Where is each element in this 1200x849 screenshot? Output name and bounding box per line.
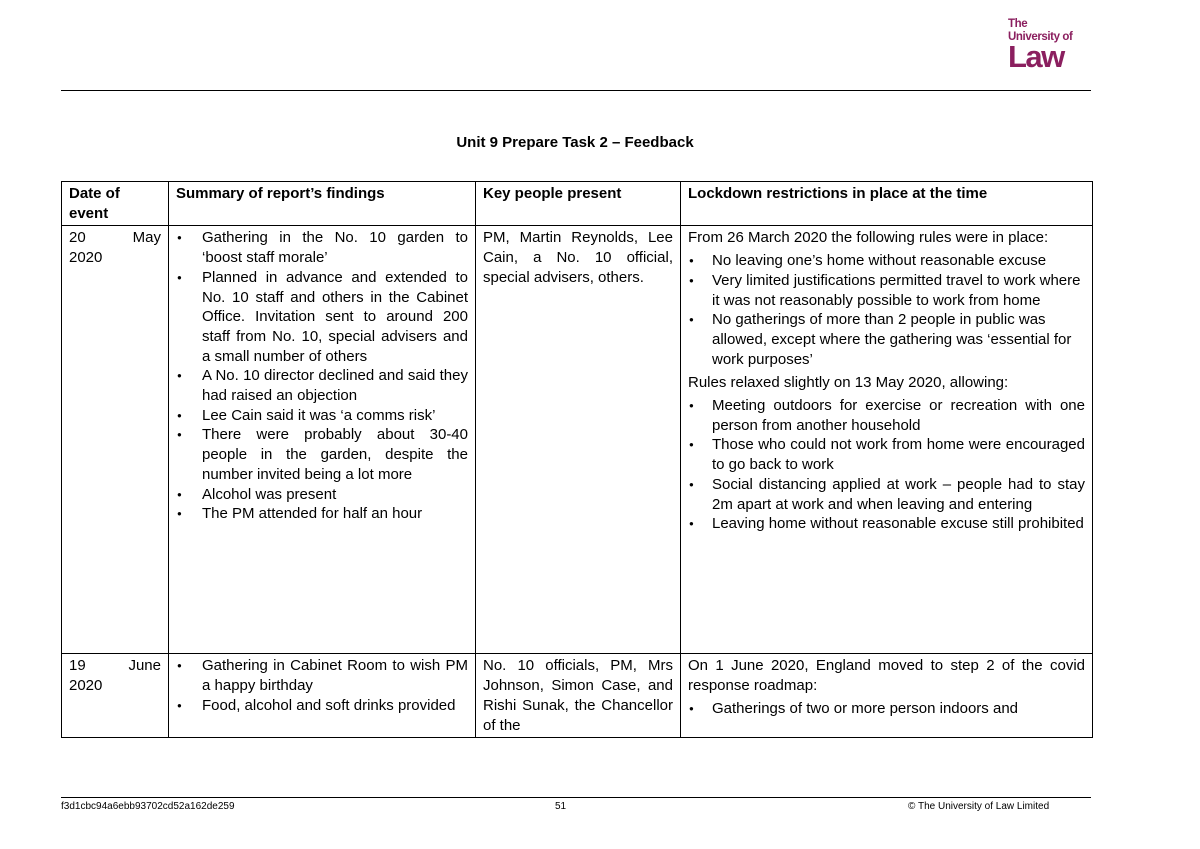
- table-header-row: [62, 182, 1093, 226]
- page-break-mask: [0, 747, 1200, 807]
- list-item: ● Social distancing applied at work – people had to stay 2m apart at work and when leaving and entering: [688, 475, 1085, 514]
- list-item: ● The PM attended for half an hour: [176, 504, 468, 524]
- footer-rule: [61, 797, 1091, 798]
- list-item: ● No gatherings of more than 2 people in public was allowed, except where the gathering was ‘essential for work purposes’: [688, 310, 1085, 369]
- header-findings: Summary of report’s findings: [169, 182, 476, 226]
- logo-line-1: The: [1008, 18, 1028, 30]
- people-cell: No. 10 officials, PM, Mrs Johnson, Simon Case, and Rishi Sunak, the Chancellor of the: [476, 654, 681, 738]
- list-item: ● Alcohol was present: [176, 485, 468, 505]
- page-title: Unit 9 Prepare Task 2 – Feedback: [456, 134, 694, 151]
- people-cell: PM, Martin Reynolds, Lee Cain, a No. 10 official, special advisers, others.: [476, 226, 681, 654]
- restrictions-intro: On 1 June 2020, England moved to step 2 of the covid response roadmap:: [688, 657, 1085, 695]
- header-people: Key people present: [476, 182, 681, 226]
- list-item: ● Very limited justifications permitted travel to work where it was not reasonably possible to work from home: [688, 271, 1085, 310]
- logo-line-3: Law: [1008, 39, 1064, 74]
- findings-list: [176, 656, 468, 715]
- page-number: 51: [555, 801, 567, 812]
- list-item: ● There were probably about 30-40 people in the garden, despite the number invited being a lot more: [176, 425, 468, 484]
- list-item: ● A No. 10 director declined and said they had raised an objection: [176, 366, 468, 405]
- header-restrictions: Lockdown restrictions in place at the time: [681, 182, 1093, 226]
- list-item: ● Food, alcohol and soft drinks provided: [176, 696, 468, 716]
- date-line: 20 May: [69, 229, 161, 247]
- restrictions-cell: [681, 226, 1093, 654]
- findings-cell: [169, 654, 476, 738]
- logo-line-2: University of: [1008, 30, 1073, 43]
- list-item: ● Leaving home without reasonable excuse still prohibited: [688, 514, 1085, 534]
- findings-list: [176, 228, 468, 524]
- university-logo: [1008, 18, 1088, 74]
- restrictions-list: [688, 699, 1085, 719]
- document-id: f3d1cbc94a6ebb93702cd52a162de259: [61, 801, 235, 812]
- list-item: ● Gatherings of two or more person indoors and: [688, 699, 1085, 719]
- restrictions-intro: From 26 March 2020 the following rules were in place:: [688, 229, 1049, 247]
- list-item: ● Gathering in Cabinet Room to wish PM a happy birthday: [176, 656, 468, 695]
- feedback-table: [61, 181, 1093, 738]
- list-item: ● Gathering in the No. 10 garden to ‘boost staff morale’: [176, 228, 468, 267]
- date-line: 19 June: [69, 657, 161, 675]
- list-item: ● Lee Cain said it was ‘a comms risk’: [176, 406, 468, 426]
- list-item: ● Meeting outdoors for exercise or recreation with one person from another household: [688, 396, 1085, 435]
- copyright: © The University of Law Limited: [908, 801, 1050, 812]
- list-item: ● Planned in advance and extended to No. 10 staff and others in the Cabinet Office. Invitation sent to around 200 staff from No. 10, special advisers and a small number of others: [176, 268, 468, 367]
- findings-cell: [169, 226, 476, 654]
- date-cell: [62, 654, 169, 738]
- date-cell: [62, 226, 169, 654]
- restrictions-relaxed: Rules relaxed slightly on 13 May 2020, allowing:: [688, 374, 1009, 392]
- list-item: ● Those who could not work from home were encouraged to go back to work: [688, 435, 1085, 474]
- list-item: ● No leaving one’s home without reasonable excuse: [688, 251, 1085, 271]
- table-row: [62, 226, 1093, 654]
- header-rule: [61, 90, 1091, 91]
- restrictions-cell: [681, 654, 1093, 738]
- date-year: 2020: [69, 249, 103, 267]
- table-row: [62, 654, 1093, 738]
- relaxed-list: [688, 396, 1085, 534]
- restrictions-list: [688, 251, 1085, 369]
- header-date: Date of event: [62, 182, 169, 226]
- date-year: 2020: [69, 677, 103, 695]
